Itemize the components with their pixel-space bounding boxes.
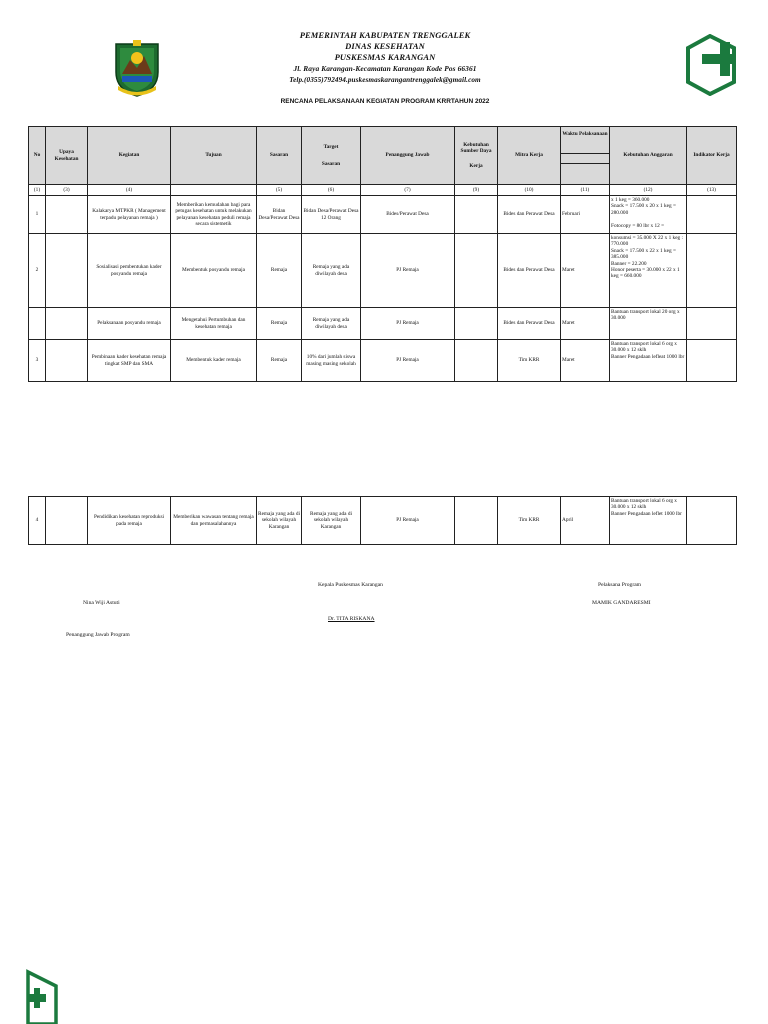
row-tujuan: Membentuk kader remaja [171,340,257,382]
row-indikator [687,234,737,308]
col-header-sasaran: Sasaran [257,127,302,185]
table-row [29,308,737,340]
row-target: Remaja yang ada diwilayah desa [302,234,361,308]
letterhead-line-3: PUSKESMAS KARANGAN [334,52,436,62]
col-header-anggaran: Kebutuhan Anggaran [610,127,687,185]
row-waktu: Februari [561,196,610,234]
col-number: (11) [561,185,610,196]
col-header-sumber-label: Kebutuhan Sumber Daya [460,141,492,155]
row-kegiatan: Pembinaan kader kesehatan remaja tingkat SMP dan SMA [88,340,171,382]
col-number [171,185,257,196]
row-indikator [687,340,737,382]
col-number: (9) [455,185,498,196]
row-sasaran: Remaja [257,234,302,308]
row-anggaran: Bantuan transport lokal 6 org x 30.000 x 12 sklh Banner Pengadaan leflet 1000 lbr [610,497,687,545]
row-indikator [687,196,737,234]
col-number: (13) [687,185,737,196]
row-kegiatan: Sosialisasi pembentukan kader posyandu remaja [88,234,171,308]
col-header-pj: Penanggung Jawab [361,127,455,185]
row-mitra: Bides dan Perawat Desa [498,234,561,308]
row-no [29,308,46,340]
row-tujuan: Membentuk posyandu remaja [171,234,257,308]
row-indikator [687,308,737,340]
row-target: Bidan Desa/Perawat Desa 12 Orang [302,196,361,234]
kepala-puskesmas-name: Dr. TITA RISKANA [328,616,375,622]
row-upaya [46,196,88,234]
table-row [29,196,737,234]
row-upaya [46,234,88,308]
row-pj: PJ Remaja [361,340,455,382]
col-header-sumber [455,127,498,185]
col-header-target [302,127,361,185]
col-number: (7) [361,185,455,196]
col-header-waktu-label: Waktu Pelaksanaan [562,131,608,137]
trenggalek-crest-logo [112,38,162,98]
row-mitra: Tim KRR [498,497,561,545]
row-waktu: Maret [561,340,610,382]
letterhead-line-2: DINAS KESEHATAN [345,41,425,51]
puskesmas-logo-footer [26,968,60,1024]
letterhead-line-1: PEMERINTAH KABUPATEN TRENGGALEK [299,30,471,40]
document-title: RENCANA PELAKSANAAN KEGIATAN PROGRAM KRRTAHUN 2022 [280,98,490,105]
col-header-upaya: Upaya Kesehatan [46,127,88,185]
row-kegiatan: Pelaksanaan posyandu remaja [88,308,171,340]
col-number: (1) [29,185,46,196]
col-header-kerja: Kerja [469,162,483,169]
letterhead-contact: Telp.(0355)792494.puskesmaskarangantrenggalek@gmail.com [289,76,481,84]
row-indikator [687,497,737,545]
pj-program-name: Nina Wiji Astuti [83,600,120,606]
row-target: Remaja yang ada diwilayah desa [302,308,361,340]
row-sumber [455,308,498,340]
letterhead-address: Jl. Raya Karangan-Kecamatan Karangan Kode Pos 66361 [293,64,477,73]
col-number: (4) [88,185,171,196]
row-waktu: Maret [561,308,610,340]
row-mitra: Bides dan Perawat Desa [498,308,561,340]
table-header-row [29,127,737,185]
col-header-indikator: Indikator Kerja [687,127,737,185]
row-waktu: April [561,497,610,545]
table-row [29,497,737,545]
col-header-kegiatan: Kegiatan [88,127,171,185]
plan-table [28,126,737,382]
row-upaya [46,340,88,382]
row-target: 10% dari jumlah siswa masing masing sekolah [302,340,361,382]
row-anggaran: Bantuan transport lokal 6 org x 30.000 x 12 sklh Banner Pengadaan lefleat 1000 lbr [610,340,687,382]
waktu-subcell-1 [561,153,609,163]
col-number: (12) [610,185,687,196]
col-header-mitra: Mitra Kerja [498,127,561,185]
col-number: (10) [498,185,561,196]
row-sasaran: Remaja [257,308,302,340]
plan-table-continued [28,496,737,545]
col-header-target-sasaran: Sasaran [321,160,341,167]
row-pj: Bides/Perawat Desa [361,196,455,234]
row-mitra: Tim KRR [498,340,561,382]
row-anggaran: konsumsi = 35.000 X 22 x 1 keg : 770.000 Snack = 17.500 x 22 x 1 keg = 385.000 Banner = 22.200 Honor peserta = 30.000 x 22 x 1 keg = 660.000 [610,234,687,308]
row-sumber [455,234,498,308]
pj-program-title: Penanggung Jawab Program [66,632,130,638]
col-header-tujuan: Tujuan [171,127,257,185]
col-number: (3) [46,185,88,196]
col-header-waktu [561,127,610,185]
row-pj: PJ Remaja [361,308,455,340]
row-upaya [46,497,88,545]
row-pj: PJ Remaja [361,234,455,308]
row-sumber [455,340,498,382]
row-tujuan: Memberikan kemudahan bagi para petugas kesehatan untuk melakukan pelayanan kesehatan peduli remaja secara sistemetik [171,196,257,234]
column-number-row [29,185,737,196]
col-number: (5) [257,185,302,196]
row-anggaran: Bantuan transport lokal 20 org x 30.000 [610,308,687,340]
col-number: (6) [302,185,361,196]
col-header-target-label: Target [323,144,339,151]
row-kegiatan: Pendidikan kesehatan reproduksi pada remaja [88,497,171,545]
table-row [29,340,737,382]
waktu-subcell-2 [561,163,609,173]
row-kegiatan: Kalakarya MTPKR ( Management terpadu pelayanan remaja ) [88,196,171,234]
kepala-puskesmas-title: Kepala Puskesmas Karangan [318,582,383,588]
row-anggaran: x 1 keg = 360.000 Snack = 17.500 x 20 x 1 keg = 280.000 Fotocopy = 80 lbr x 12 = [610,196,687,234]
pelaksana-program-title: Pelaksana Program [598,582,642,588]
row-sasaran: Remaja [257,340,302,382]
row-no: 4 [29,497,46,545]
row-tujuan: Memberikan wawasan tentang remaja dan permasalahannya [171,497,257,545]
row-sumber [455,497,498,545]
row-pj: PJ Remaja [361,497,455,545]
row-mitra: Bides dan Perawat Desa [498,196,561,234]
row-no: 2 [29,234,46,308]
row-waktu: Maret [561,234,610,308]
puskesmas-logo [686,34,736,96]
row-no: 1 [29,196,46,234]
row-sasaran: Remaja yang ada di sekolah wilayah Karangan [257,497,302,545]
row-sumber [455,196,498,234]
row-sasaran: Bidan Desa/Perawat Desa [257,196,302,234]
col-header-no: No [29,127,46,185]
row-no: 3 [29,340,46,382]
row-tujuan: Mengetahui Pertumbuhan dan kesehatan remaja [171,308,257,340]
row-target: Remaja yang ada di sekolah wilayah Karangan [302,497,361,545]
row-upaya [46,308,88,340]
table-row [29,234,737,308]
pelaksana-program-name: MAMIK GANDARESMI [592,600,651,606]
